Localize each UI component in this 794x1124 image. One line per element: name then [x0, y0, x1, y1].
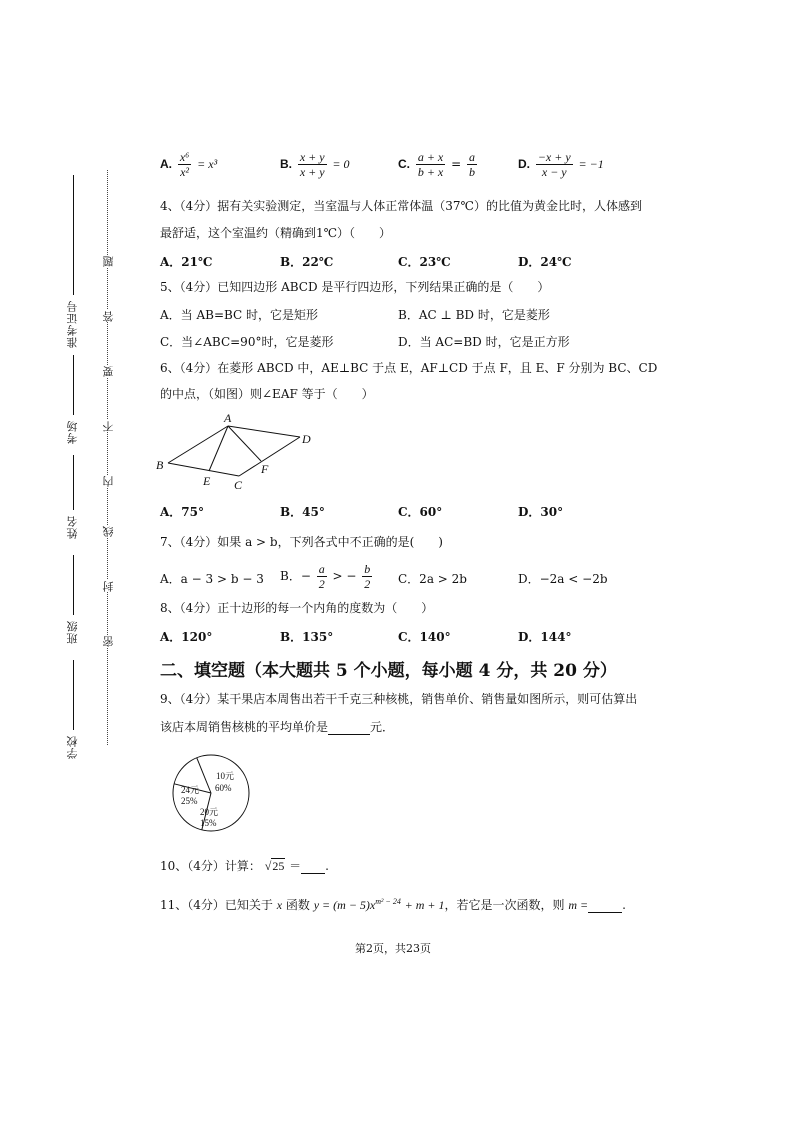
q4-option-a: A．21℃ — [160, 255, 213, 269]
q4-option-d: D．24℃ — [518, 255, 572, 269]
equals: = — [451, 157, 462, 171]
seal-char: 线 — [102, 525, 115, 537]
fraction — [317, 562, 327, 591]
sidebar-line-class — [73, 555, 74, 615]
fraction — [536, 150, 573, 179]
numerator: a — [468, 150, 475, 164]
sidebar-line-name — [73, 455, 74, 510]
seal-char: 封 — [102, 580, 115, 592]
pie-label-24-price: 24元 — [181, 785, 200, 795]
numerator: −x + y — [537, 150, 571, 164]
pie-label-24-pct: 25% — [181, 796, 198, 806]
seal-char: 密 — [102, 635, 115, 647]
q10-prefix: 10、（4分）计算： — [160, 859, 261, 873]
q6-option-d: D．30° — [518, 505, 564, 519]
q7-option-d: D．−2a < −2b — [518, 572, 608, 586]
q9-line2 — [160, 719, 394, 735]
label-b: B — [156, 458, 164, 472]
pie-label-10-pct: 60% — [215, 783, 232, 793]
q5-option-c: C．当∠ABC=90°时，它是菱形 — [160, 335, 334, 349]
q10 — [160, 858, 329, 874]
q4-option-b: B．22℃ — [280, 255, 334, 269]
denominator: b + x — [417, 165, 444, 179]
segment-ae — [209, 426, 228, 471]
answer-blank — [301, 861, 325, 874]
sidebar-line-exam-id — [73, 175, 74, 295]
q7-line1: 7、（4分）如果 a > b，下列各式中不正确的是( ) — [160, 535, 443, 549]
option-letter: D. — [518, 157, 530, 171]
q10-end: . — [325, 859, 329, 873]
option-prefix: B．− — [280, 569, 311, 583]
numerator: b — [364, 562, 371, 576]
q7-option-a: A．a − 3 > b − 3 — [160, 572, 264, 586]
numerator: x⁶ — [179, 150, 190, 164]
numerator: a + x — [417, 150, 444, 164]
q5-option-a: A．当 AB=BC 时，它是矩形 — [160, 308, 319, 322]
seal-char: 内 — [102, 475, 115, 487]
q8-option-c: C．140° — [398, 630, 451, 644]
sidebar-label-school: 学校 — [66, 735, 79, 759]
rhs: = x³ — [197, 157, 218, 171]
q5-option-d: D．当 AC=BD 时，它是正方形 — [398, 335, 570, 349]
sidebar-line-room — [73, 355, 74, 415]
seal-char: 答 — [102, 310, 115, 322]
option-letter: C. — [398, 157, 410, 171]
rhombus-figure — [150, 410, 330, 495]
q3-option-b — [280, 150, 350, 179]
q10-equals: ＝ — [289, 859, 302, 873]
q5-option-b: B．AC ⊥ BD 时，它是菱形 — [398, 308, 550, 322]
seal-char: 题 — [102, 255, 115, 267]
sidebar-label-room: 考场 — [66, 420, 79, 444]
answer-blank — [588, 900, 622, 913]
sidebar-binding — [55, 170, 125, 770]
seal-char: 不 — [102, 420, 115, 432]
label-c: C — [234, 478, 243, 492]
q8-line1: 8、（4分）正十边形的每一个内角的度数为（ ） — [160, 601, 434, 615]
q11-var: x — [276, 898, 283, 912]
q11-m-eq: m = — [568, 898, 589, 912]
pie-chart — [170, 752, 252, 834]
sidebar-line-school — [73, 660, 74, 730]
edge-dc — [239, 437, 300, 476]
denominator: x + y — [299, 165, 325, 179]
fraction — [467, 150, 477, 179]
seal-char: 要 — [102, 365, 115, 377]
segment-af — [228, 426, 261, 461]
section-title: 二、填空题（本大题共 5 个小题，每小题 4 分，共 20 分） — [160, 661, 617, 681]
q9-line2-unit: 元． — [370, 720, 395, 734]
edge-ad — [228, 426, 300, 437]
label-d: D — [302, 432, 311, 446]
rhs: = 0 — [332, 157, 350, 171]
q6-option-c: C．60° — [398, 505, 443, 519]
option-letter: B. — [280, 157, 292, 171]
q9-line1: 9、（4分）某干果店本周售出若干千克三种核桃，销售单价、销售量如图所示，则可估算出 — [160, 692, 638, 706]
q8-option-b: B．135° — [280, 630, 334, 644]
denominator: x − y — [541, 165, 567, 179]
fraction — [362, 562, 372, 591]
label-a: A — [224, 411, 232, 425]
q6-option-a: A．75° — [160, 505, 205, 519]
q6-option-b: B．45° — [280, 505, 325, 519]
q7-option-b — [280, 562, 374, 591]
label-e: E — [203, 474, 211, 488]
numerator: x + y — [299, 150, 325, 164]
q6-line2: 的中点，（如图）则∠EAF 等于（ ） — [160, 387, 374, 401]
fraction — [298, 150, 327, 179]
comparison: > − — [332, 569, 357, 583]
sidebar-label-class: 班级 — [66, 620, 79, 644]
q11-post: ，若它是一次函数，则 — [444, 898, 565, 912]
sidebar-label-name: 姓名 — [66, 515, 79, 539]
sqrt-expression: √25 — [264, 859, 285, 873]
fraction — [178, 150, 192, 179]
q8-option-d: D．144° — [518, 630, 572, 644]
q11-exponent: m² − 24 — [375, 897, 401, 906]
q9-line2-text: 该店本周销售核桃的平均单价是 — [160, 720, 329, 734]
numerator: a — [318, 562, 325, 576]
edge-ab — [168, 426, 228, 463]
q5-line1: 5、（4分）已知四边形 ABCD 是平行四边形，下列结果正确的是（ ） — [160, 280, 550, 294]
fraction — [416, 150, 445, 179]
q3-option-d — [518, 150, 604, 179]
pie-label-10-price: 10元 — [216, 771, 235, 781]
label-f: F — [261, 462, 269, 476]
denominator: x² — [180, 165, 190, 179]
q4-line2: 最舒适，这个室温约（精确到1℃）（ ） — [160, 226, 392, 240]
q11-mid: 函数 — [285, 898, 310, 912]
rhs: = −1 — [578, 157, 604, 171]
q11-formula: y = (m − 5)x — [313, 898, 376, 912]
q7-option-c: C．2a > 2b — [398, 572, 467, 586]
option-letter: A. — [160, 157, 172, 171]
q11 — [160, 894, 626, 913]
denominator: 2 — [318, 577, 325, 591]
q4-line1: 4、（4分）据有关实验测定，当室温与人体正常体温（37℃）的比值为黄金比时，人体感到 — [160, 199, 642, 213]
denominator: 2 — [364, 577, 371, 591]
page-number: 第2页，共23页 — [355, 942, 431, 955]
q11-prefix: 11、（4分）已知关于 — [160, 898, 273, 912]
q3-option-a — [160, 150, 217, 179]
q11-tail: + m + 1 — [404, 898, 445, 912]
radicand: 25 — [272, 859, 285, 873]
q6-line1: 6、（4分）在菱形 ABCD 中，AE⊥BC 于点 E，AF⊥CD 于点 F，且 E、F 分别为 BC、CD — [160, 361, 658, 375]
q11-end: . — [622, 898, 626, 912]
pie-label-20-price: 20元 — [200, 807, 219, 817]
q3-option-c — [398, 150, 479, 179]
q4-option-c: C．23℃ — [398, 255, 451, 269]
sidebar-label-exam-id: 准考证号 — [66, 300, 79, 348]
q8-option-a: A．120° — [160, 630, 213, 644]
denominator: b — [468, 165, 475, 179]
answer-blank — [328, 722, 370, 735]
pie-label-20-pct: 15% — [200, 818, 217, 828]
